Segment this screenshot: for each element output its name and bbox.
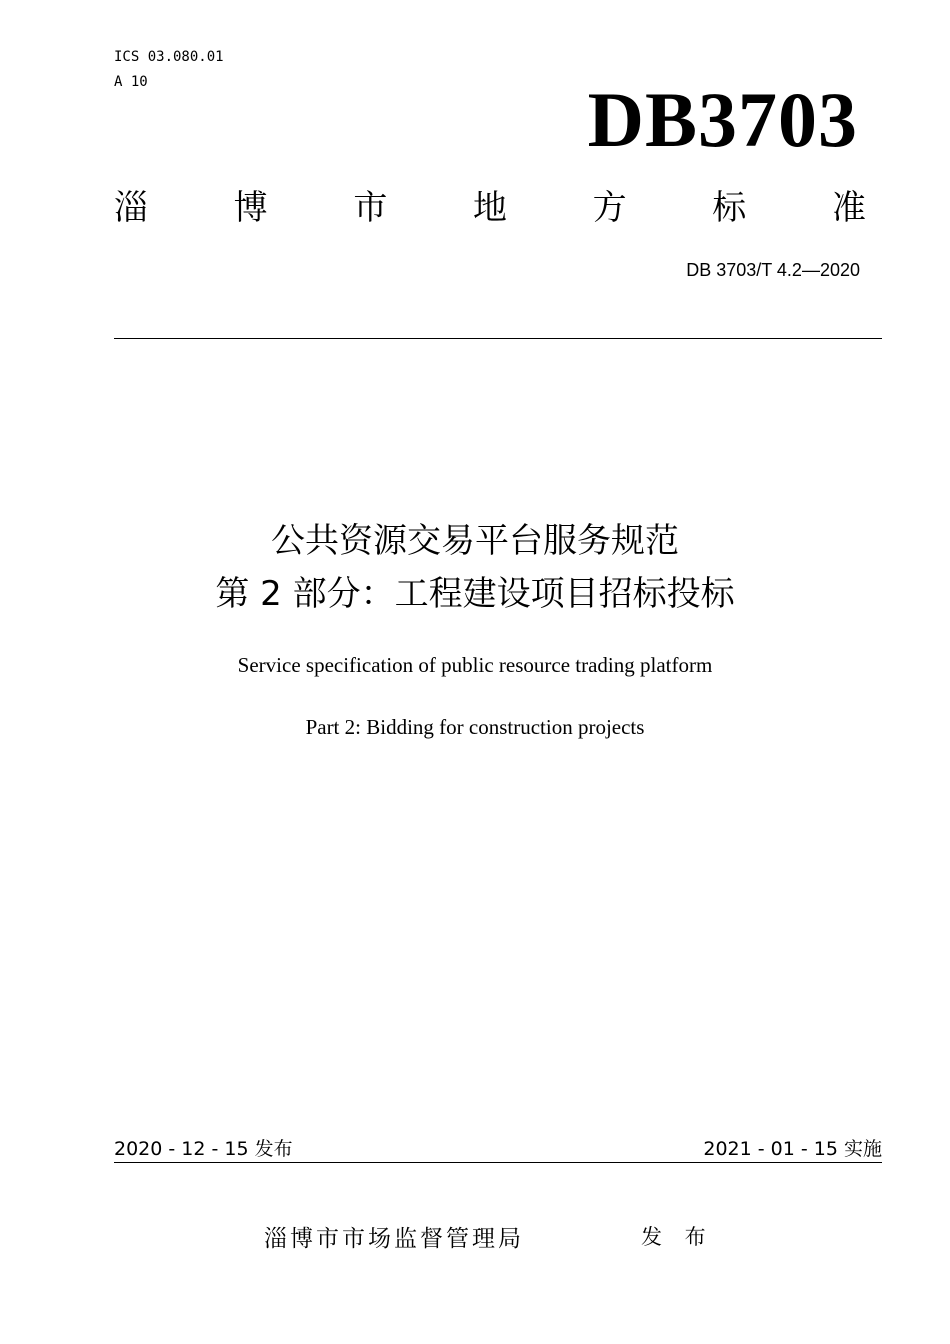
classification-code: A 10 xyxy=(114,74,148,90)
standard-type-char: 淄 xyxy=(114,188,148,228)
header-divider xyxy=(114,338,882,339)
title-chinese-line-1: 公共资源交易平台服务规范 xyxy=(271,521,679,561)
ics-code: ICS 03.080.01 xyxy=(114,49,224,65)
standard-type-char: 市 xyxy=(353,188,388,228)
implementation-date: 2021 - 01 - 15 实施 xyxy=(703,1138,882,1160)
issue-date: 2020 - 12 - 15 发布 xyxy=(114,1138,293,1160)
standard-type-char: 博 xyxy=(233,188,268,228)
title-english-line-1: Service specification of public resource trading platform xyxy=(237,653,713,677)
publish-label: 发 布 xyxy=(641,1225,714,1249)
standard-type xyxy=(114,188,866,228)
standard-type-char: 地 xyxy=(472,188,507,228)
standard-type-char: 准 xyxy=(831,188,866,228)
title-chinese-line-2: 第 2 部分：工程建设项目招标投标 xyxy=(215,574,735,614)
title-english-line-2: Part 2: Bidding for construction projects xyxy=(305,715,645,739)
standard-type-char: 方 xyxy=(592,188,627,228)
publisher-name: 淄博市市场监督管理局 xyxy=(264,1226,524,1252)
standard-number: DB 3703/T 4.2—2020 xyxy=(686,260,860,280)
standard-type-char: 标 xyxy=(712,188,747,228)
footer-divider xyxy=(114,1162,882,1163)
standard-code-logo: DB3703 xyxy=(587,76,858,163)
